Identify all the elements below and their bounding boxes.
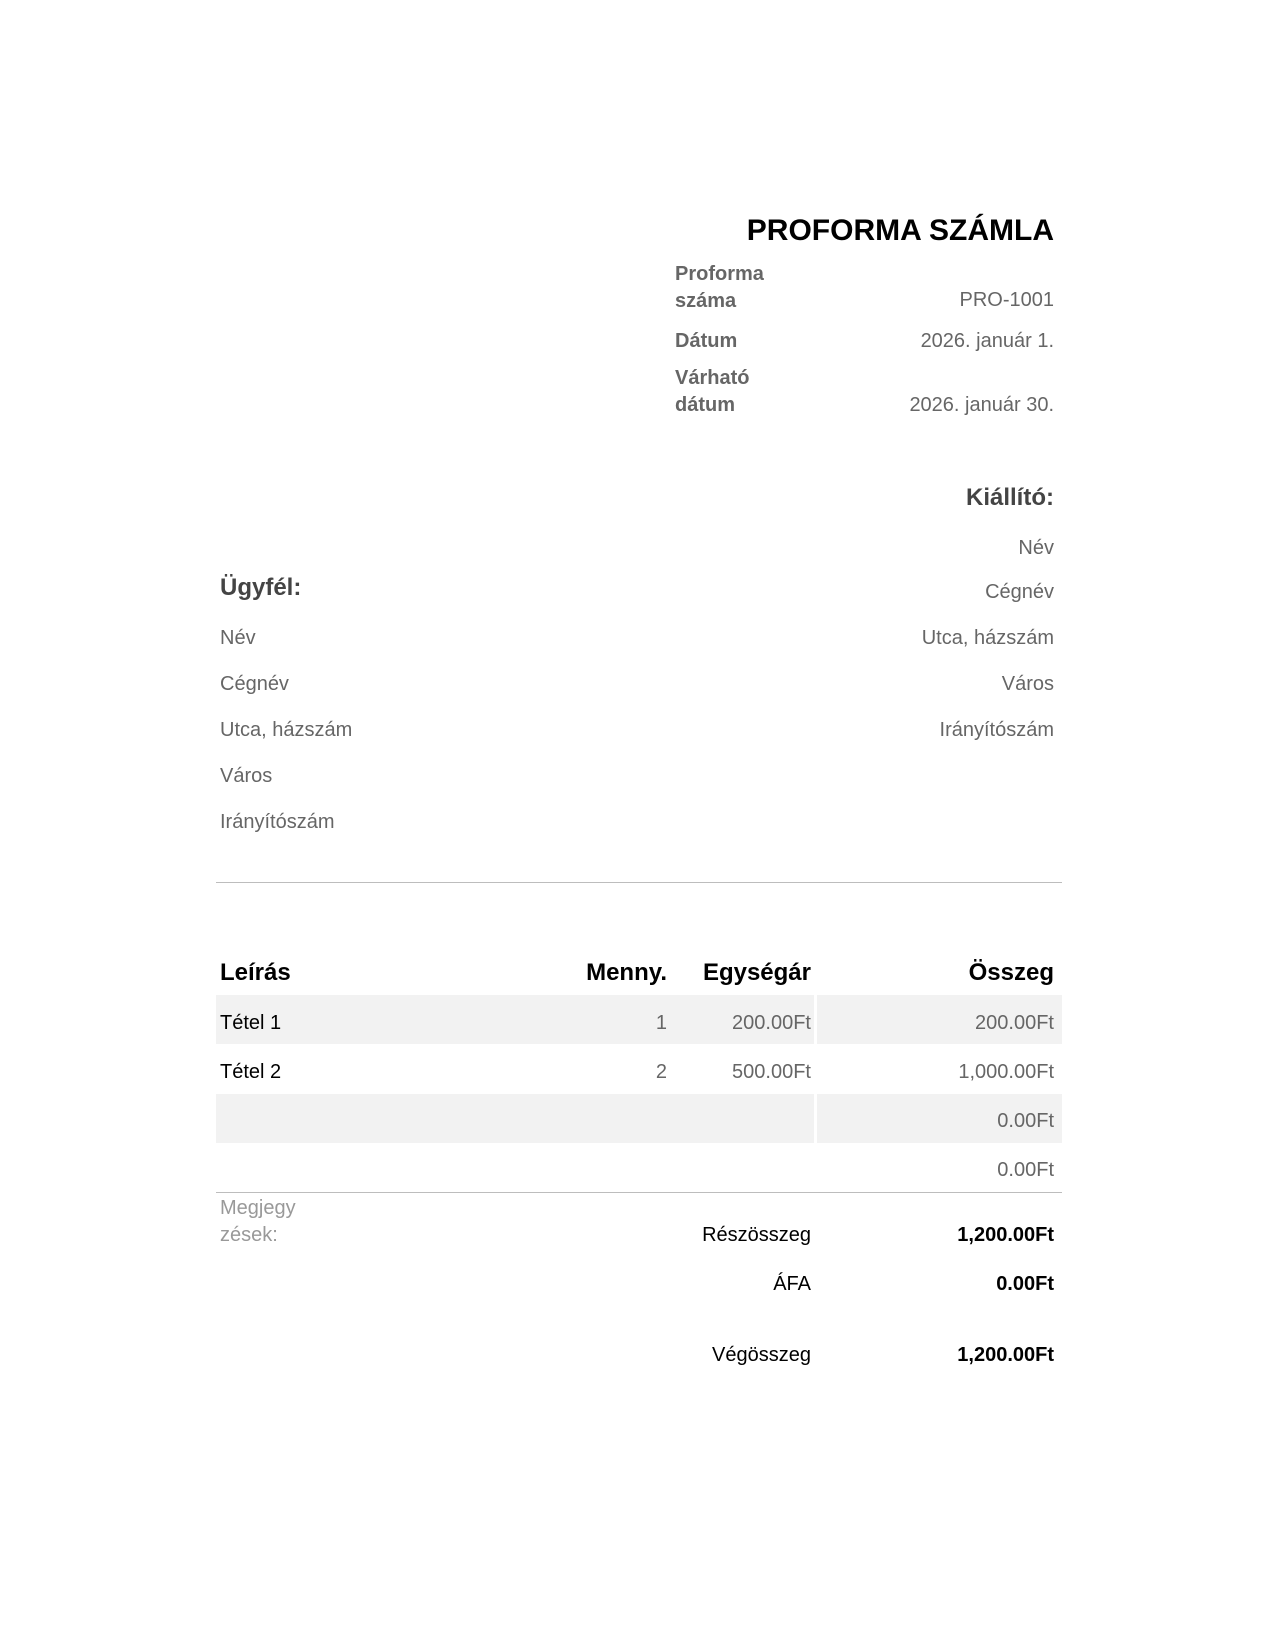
issuer-name: Név bbox=[1018, 537, 1054, 559]
issuer-zip: Irányítószám bbox=[939, 719, 1054, 741]
issuer-company: Cégnév bbox=[985, 581, 1054, 603]
proforma-number-value: PRO-1001 bbox=[959, 289, 1054, 311]
issuer-city: Város bbox=[1001, 673, 1054, 695]
due-date-label: Várható dátum bbox=[675, 367, 750, 416]
row-1-unit-price: 200.00Ft bbox=[732, 1012, 811, 1034]
document-title: PROFORMA SZÁMLA bbox=[746, 214, 1054, 247]
table-row bbox=[216, 1143, 1062, 1192]
row-3-amount: 0.00Ft bbox=[997, 1110, 1054, 1132]
row-1-amount: 200.00Ft bbox=[975, 1012, 1054, 1034]
due-date-value: 2026. január 30. bbox=[909, 394, 1054, 416]
client-company: Cégnév bbox=[220, 673, 289, 695]
row-1-description: Tétel 1 bbox=[220, 1012, 282, 1034]
grand-total-value: 1,200.00Ft bbox=[957, 1344, 1054, 1366]
grand-total-label: Végösszeg bbox=[712, 1344, 811, 1366]
client-city: Város bbox=[220, 765, 273, 787]
row-1-quantity: 1 bbox=[655, 1012, 667, 1034]
date-value: 2026. január 1. bbox=[920, 330, 1054, 352]
table-row bbox=[216, 1094, 1062, 1143]
vat-label: ÁFA bbox=[773, 1273, 811, 1295]
issuer-heading: Kiállító: bbox=[966, 484, 1054, 511]
row-2-unit-price: 500.00Ft bbox=[732, 1061, 811, 1083]
notes-label: Megjegyzések: bbox=[220, 1197, 296, 1246]
client-zip: Irányítószám bbox=[220, 811, 335, 833]
subtotal-value: 1,200.00Ft bbox=[957, 1224, 1054, 1246]
subtotal-label: Részösszeg bbox=[702, 1224, 811, 1246]
vat-value: 0.00Ft bbox=[996, 1273, 1054, 1295]
row-2-description: Tétel 2 bbox=[220, 1061, 282, 1083]
header-amount: Összeg bbox=[968, 959, 1054, 986]
row-2-amount: 1,000.00Ft bbox=[958, 1061, 1054, 1083]
date-label: Dátum bbox=[675, 330, 738, 352]
header-quantity: Menny. bbox=[586, 959, 667, 986]
client-heading: Ügyfél: bbox=[220, 574, 302, 601]
client-street: Utca, házszám bbox=[220, 719, 353, 741]
proforma-number-label: Proforma száma bbox=[675, 263, 764, 312]
row-4-amount: 0.00Ft bbox=[997, 1159, 1054, 1181]
table-row bbox=[216, 1044, 1062, 1093]
client-name: Név bbox=[220, 627, 256, 649]
header-description: Leírás bbox=[220, 959, 291, 986]
header-unit-price: Egységár bbox=[702, 959, 811, 986]
table-bottom-rule bbox=[216, 1192, 1062, 1193]
section-divider bbox=[216, 882, 1062, 883]
table-row bbox=[216, 995, 1062, 1044]
issuer-street: Utca, házszám bbox=[921, 627, 1054, 649]
row-2-quantity: 2 bbox=[655, 1061, 667, 1083]
